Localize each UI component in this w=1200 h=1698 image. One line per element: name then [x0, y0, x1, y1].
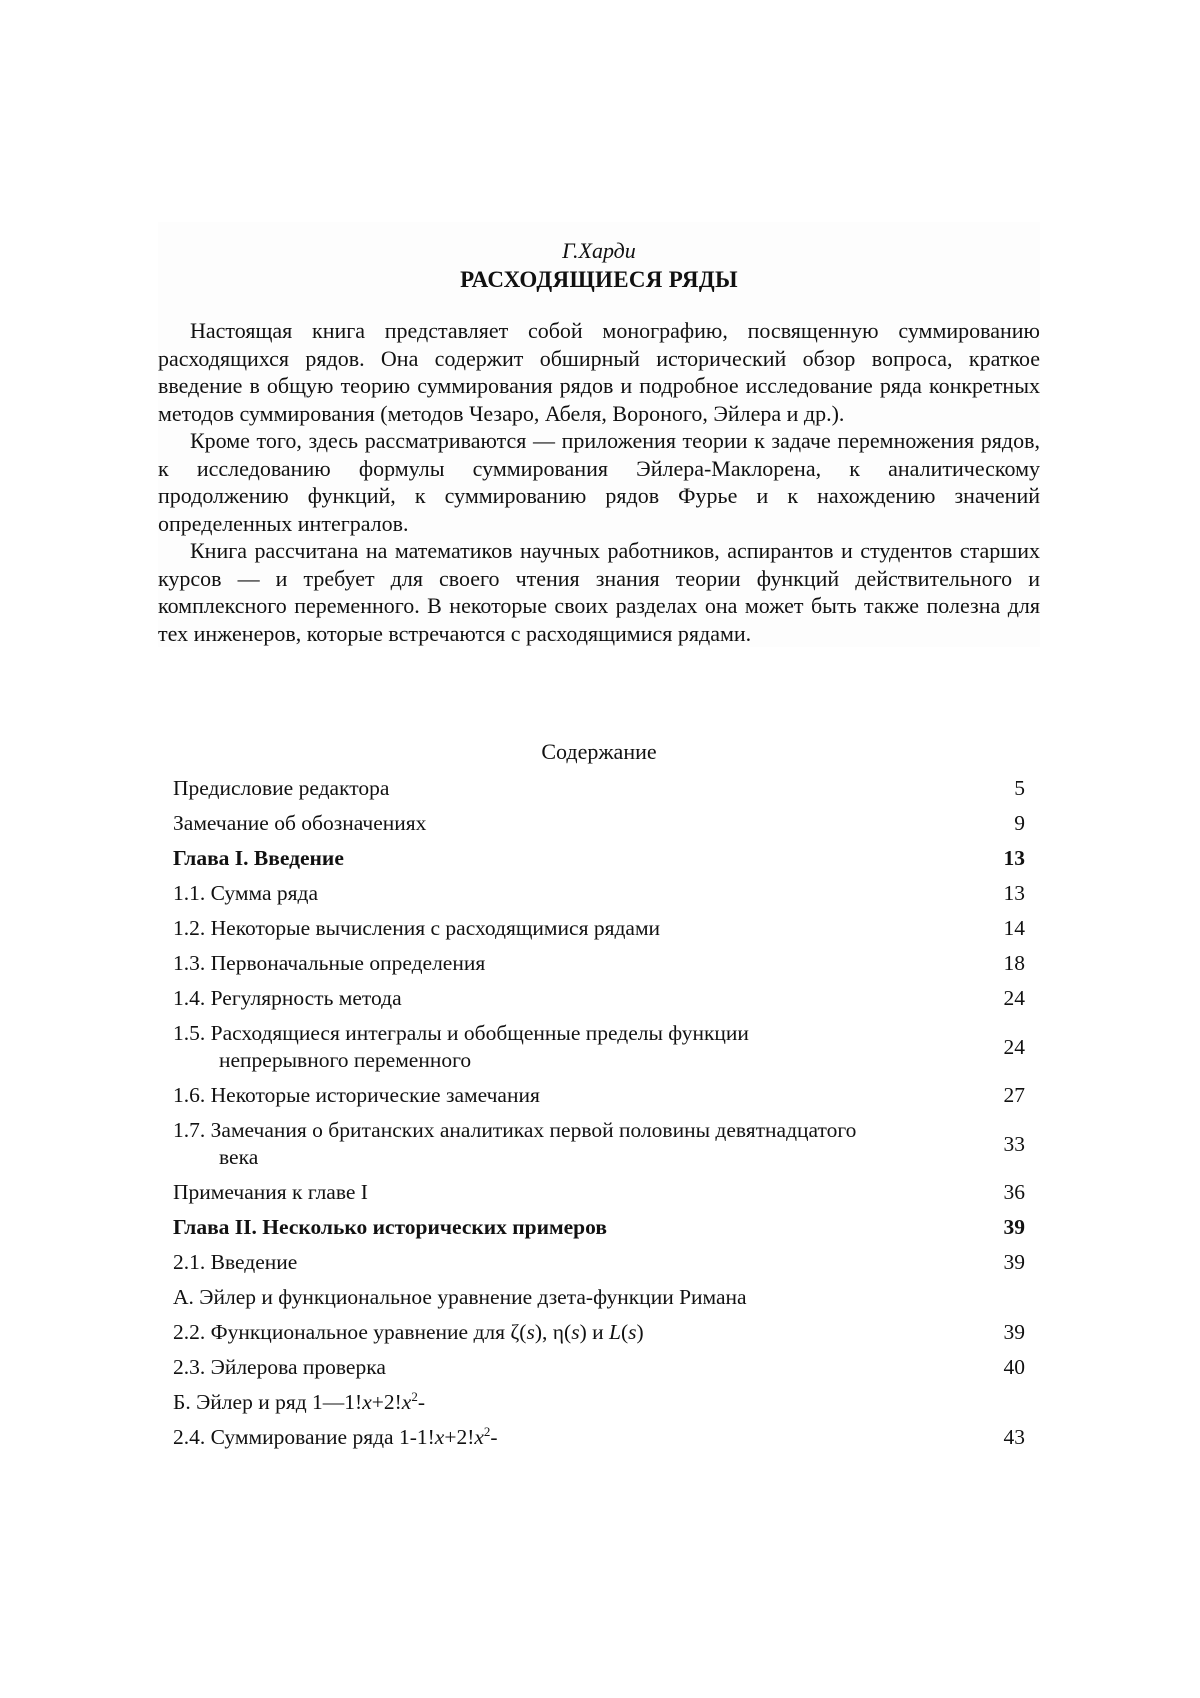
- toc-entry-page: 27: [1003, 1083, 1025, 1107]
- table-of-contents: [173, 738, 1025, 1455]
- toc-entry-page: 39: [1003, 1320, 1025, 1344]
- toc-entry-label-text: Б. Эйлер и ряд 1—1!: [173, 1390, 363, 1414]
- zeta-symbol: ζ: [510, 1320, 520, 1344]
- toc-entry-label: 2.2. Функциональное уравнение для ζ(s), η(s) и L(s): [173, 1320, 644, 1344]
- math-text: -: [490, 1425, 498, 1449]
- toc-entry-label: Примечания к главе I: [173, 1180, 368, 1204]
- toc-entry-label-text: 2.4. Суммирование ряда 1-1!: [173, 1425, 435, 1449]
- abstract-paragraph: Настоящая книга представляет собой монографию, посвященную суммированию расходящихся рядов. Она содержит обширный исторический обзор вопроса, краткое введение в общую теорию суммирования рядов и подробное исследование ряда конкретных методов суммирования (методов Чезаро, Абеля, Вороного, Эйлера и др.).: [158, 318, 1040, 426]
- book-annotation: [158, 222, 1040, 647]
- toc-entry-label: [173, 1424, 983, 1451]
- toc-entry-label: [173, 1389, 983, 1416]
- toc-entry-label-text: 2.2. Функциональное уравнение для: [173, 1320, 511, 1344]
- abstract-paragraph: Кроме того, здесь рассматриваются — приложения теории к задаче перемножения рядов, к исследованию формулы суммирования Эйлера-Маклорена, к аналитическому продолжению функций, к суммированию рядов Фурье и к нахождению значений определенных интегралов.: [158, 428, 1040, 536]
- math-var: L: [609, 1320, 621, 1344]
- book-title: РАСХОДЯЩИЕСЯ РЯДЫ: [460, 267, 738, 292]
- book-abstract: [158, 317, 1040, 647]
- eta-symbol: η: [552, 1320, 565, 1344]
- toc-entry-label: [173, 1117, 983, 1171]
- toc-chapter-entry: [173, 1210, 1025, 1245]
- math-var: s: [628, 1320, 637, 1344]
- toc-entry-label: 2.3. Эйлерова проверка: [173, 1355, 386, 1379]
- toc-entry-label: А. Эйлер и функциональное уравнение дзета-функции Римана: [173, 1285, 747, 1309]
- toc-entry-label: 1.3. Первоначальные определения: [173, 951, 486, 975]
- toc-entry-label-continuation: непрерывного переменного: [219, 1048, 472, 1072]
- math-var: x: [362, 1390, 372, 1414]
- toc-entry: [173, 806, 1025, 841]
- toc-entry-page: 39: [1003, 1215, 1025, 1239]
- toc-entry: [173, 1175, 1025, 1210]
- toc-entry-page: 39: [1003, 1250, 1025, 1274]
- abstract-paragraph: Книга рассчитана на математиков научных работников, аспирантов и студентов старших курсов — и требует для своего чтения знания теории функций действительного и комплексного переменного. В некоторые своих разделах она может быть также полезна для тех инженеров, которые встречаются с расходящимися рядами.: [158, 538, 1040, 646]
- toc-entry: [173, 1016, 1025, 1078]
- toc-entry-page: 5: [1014, 776, 1025, 800]
- toc-heading: Содержание: [541, 739, 657, 764]
- toc-entry-label: 2.1. Введение: [173, 1250, 298, 1274]
- toc-entry-page: 24: [1003, 986, 1025, 1010]
- math-exponent: 2: [411, 1388, 418, 1404]
- math-var: x: [401, 1390, 412, 1414]
- toc-entry-label-continuation: века: [219, 1145, 259, 1169]
- toc-entry-label-line: 1.7. Замечания о британских аналитиках первой половины девятнадцатого: [173, 1118, 857, 1142]
- toc-entry-page: 14: [1003, 916, 1025, 940]
- toc-entry-label-line: 1.5. Расходящиеся интегралы и обобщенные пределы функции: [173, 1021, 749, 1045]
- math-var: x: [474, 1425, 484, 1449]
- book-author: Г.Харди: [562, 238, 636, 263]
- math-var: s: [571, 1320, 580, 1344]
- math-exponent: 2: [483, 1423, 491, 1439]
- toc-entry: [173, 981, 1025, 1016]
- toc-entry-page: 40: [1003, 1355, 1025, 1379]
- toc-section-entry: [173, 1280, 1025, 1315]
- toc-entry: [173, 911, 1025, 946]
- toc-entry: [173, 771, 1025, 806]
- toc-entry: [173, 1113, 1025, 1175]
- toc-chapter-entry: [173, 841, 1025, 876]
- math-text: -: [417, 1390, 425, 1414]
- toc-entry: [173, 1420, 1025, 1455]
- toc-entry-label: [173, 1020, 983, 1074]
- toc-entry-page: 13: [1003, 846, 1025, 870]
- toc-entry-page: 24: [1003, 1034, 1025, 1059]
- toc-entry-label: 1.6. Некоторые исторические замечания: [173, 1083, 540, 1107]
- conjunction-text: и: [586, 1320, 609, 1344]
- toc-entry: [173, 876, 1025, 911]
- toc-entry-page: 18: [1003, 951, 1025, 975]
- toc-entry: [173, 1078, 1025, 1113]
- math-var: x: [434, 1425, 445, 1449]
- toc-entry-page: 9: [1014, 811, 1025, 835]
- toc-entry-page: 13: [1003, 881, 1025, 905]
- toc-entry-page: 33: [1003, 1131, 1025, 1156]
- math-text: +2!: [371, 1390, 402, 1414]
- toc-section-entry: [173, 1385, 1025, 1420]
- math-var: s: [526, 1320, 535, 1344]
- toc-entry-label: Глава I. Введение: [173, 846, 344, 870]
- toc-entry-page: 43: [1003, 1425, 1025, 1449]
- toc-entry-label: 1.1. Сумма ряда: [173, 881, 318, 905]
- toc-entry: [173, 1350, 1025, 1385]
- toc-entry-label: 1.2. Некоторые вычисления с расходящимися рядами: [173, 916, 661, 940]
- toc-entry-page: 36: [1003, 1180, 1025, 1204]
- toc-entry-label: 1.4. Регулярность метода: [173, 986, 402, 1010]
- toc-entry-label: Предисловие редактора: [173, 776, 390, 800]
- toc-entry: [173, 1315, 1025, 1350]
- toc-entry-label: Глава II. Несколько исторических примеров: [173, 1215, 607, 1239]
- math-text: +2!: [444, 1425, 475, 1449]
- toc-entry: [173, 1245, 1025, 1280]
- toc-entry: [173, 946, 1025, 981]
- toc-entry-label: Замечание об обозначениях: [173, 811, 427, 835]
